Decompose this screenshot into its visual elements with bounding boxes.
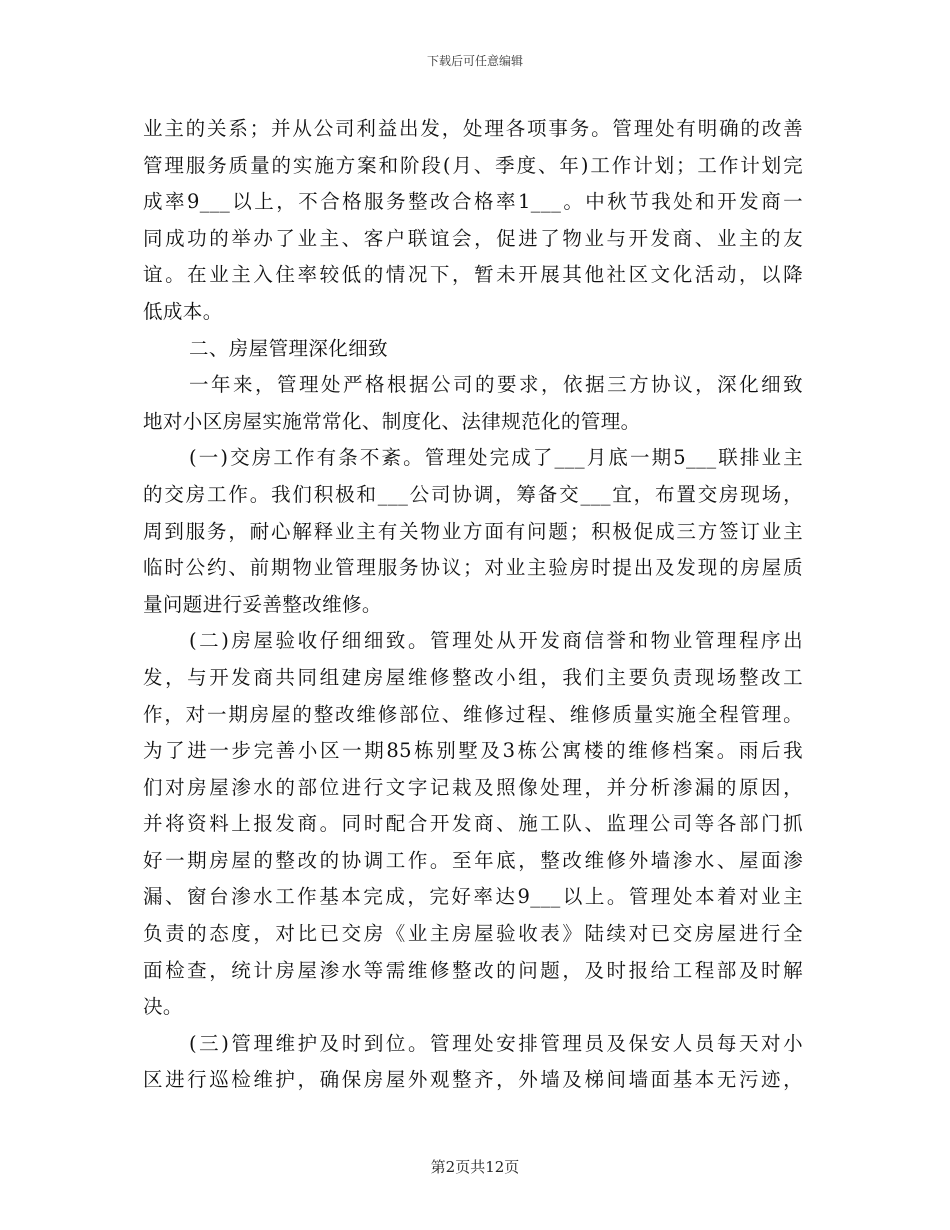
text-line: 谊。在业主入住率较低的情况下，暂未开展其他社区文化活动，以降: [143, 263, 803, 287]
text-line: 临时公约、前期物业管理服务协议；对业主验房时提出及发现的房屋质: [143, 556, 803, 580]
text-line: 一年来，管理处严格根据公司的要求，依据三方协议，深化细致: [189, 373, 803, 397]
text-line: 面检查，统计房屋渗水等需维修整改的问题，及时报给工程部及时解: [143, 958, 803, 982]
text-line: 地对小区房屋实施常常化、制度化、法律规范化的管理。: [143, 409, 641, 433]
text-line: (三)管理维护及时到位。管理处安排管理员及保安人员每天对小: [189, 1031, 803, 1055]
text-line: 成率9___以上，不合格服务整改合格率1___。中秋节我处和开发商一: [143, 190, 803, 214]
text-line: 好一期房屋的整改的协调工作。至年底，整改维修外墙渗水、屋面渗: [143, 848, 803, 872]
text-line: 发，与开发商共同组建房屋维修整改小组，我们主要负责现场整改工: [143, 665, 803, 689]
text-line: 二、房屋管理深化细致: [189, 336, 389, 360]
page-footer: 第2页共12页: [430, 1158, 520, 1176]
text-line: 并将资料上报发商。同时配合开发商、施工队、监理公司等各部门抓: [143, 812, 803, 836]
text-line: 决。: [143, 995, 183, 1019]
text-line: 管理服务质量的实施方案和阶段(月、季度、年)工作计划；工作计划完: [143, 153, 803, 177]
text-line: (一)交房工作有条不紊。管理处完成了___月底一期5___联排业主: [189, 446, 803, 470]
text-line: (二)房屋验收仔细细致。管理处从开发商信誉和物业管理程序出: [189, 629, 803, 653]
page-header: 下载后可任意编辑: [426, 54, 523, 68]
text-line: 作，对一期房屋的整改维修部位、维修过程、维修质量实施全程管理。: [143, 702, 803, 726]
text-line: 们对房屋渗水的部位进行文字记栽及照像处理，并分析渗漏的原因，: [143, 775, 803, 799]
text-line: 业主的关系；并从公司利益出发，处理各项事务。管理处有明确的改善: [143, 117, 803, 140]
document-body: [143, 111, 803, 1099]
text-line: 同成功的举办了业主、客户联谊会，促进了物业与开发商、业主的友: [143, 226, 803, 250]
text-line: 周到服务，耐心解释业主有关物业方面有问题；积极促成三方签订业主: [143, 519, 803, 543]
text-line: 漏、窗台渗水工作基本完成，完好率达9___以上。管理处本着对业主: [143, 885, 803, 909]
text-line: 为了进一步完善小区一期85栋别墅及3栋公寓楼的维修档案。雨后我: [143, 739, 803, 763]
text-line: 区进行巡检维护，确保房屋外观整齐，外墙及梯间墙面基本无污迹，: [143, 1068, 803, 1092]
text-line: 的交房工作。我们积极和___公司协调，筹备交___宜，布置交房现场，: [143, 482, 803, 506]
text-line: 量问题进行妥善整改维修。: [143, 592, 382, 616]
text-line: 低成本。: [143, 299, 223, 323]
text-line: 负责的态度，对比已交房《业主房屋验收表》陆续对已交房屋进行全: [143, 922, 803, 946]
